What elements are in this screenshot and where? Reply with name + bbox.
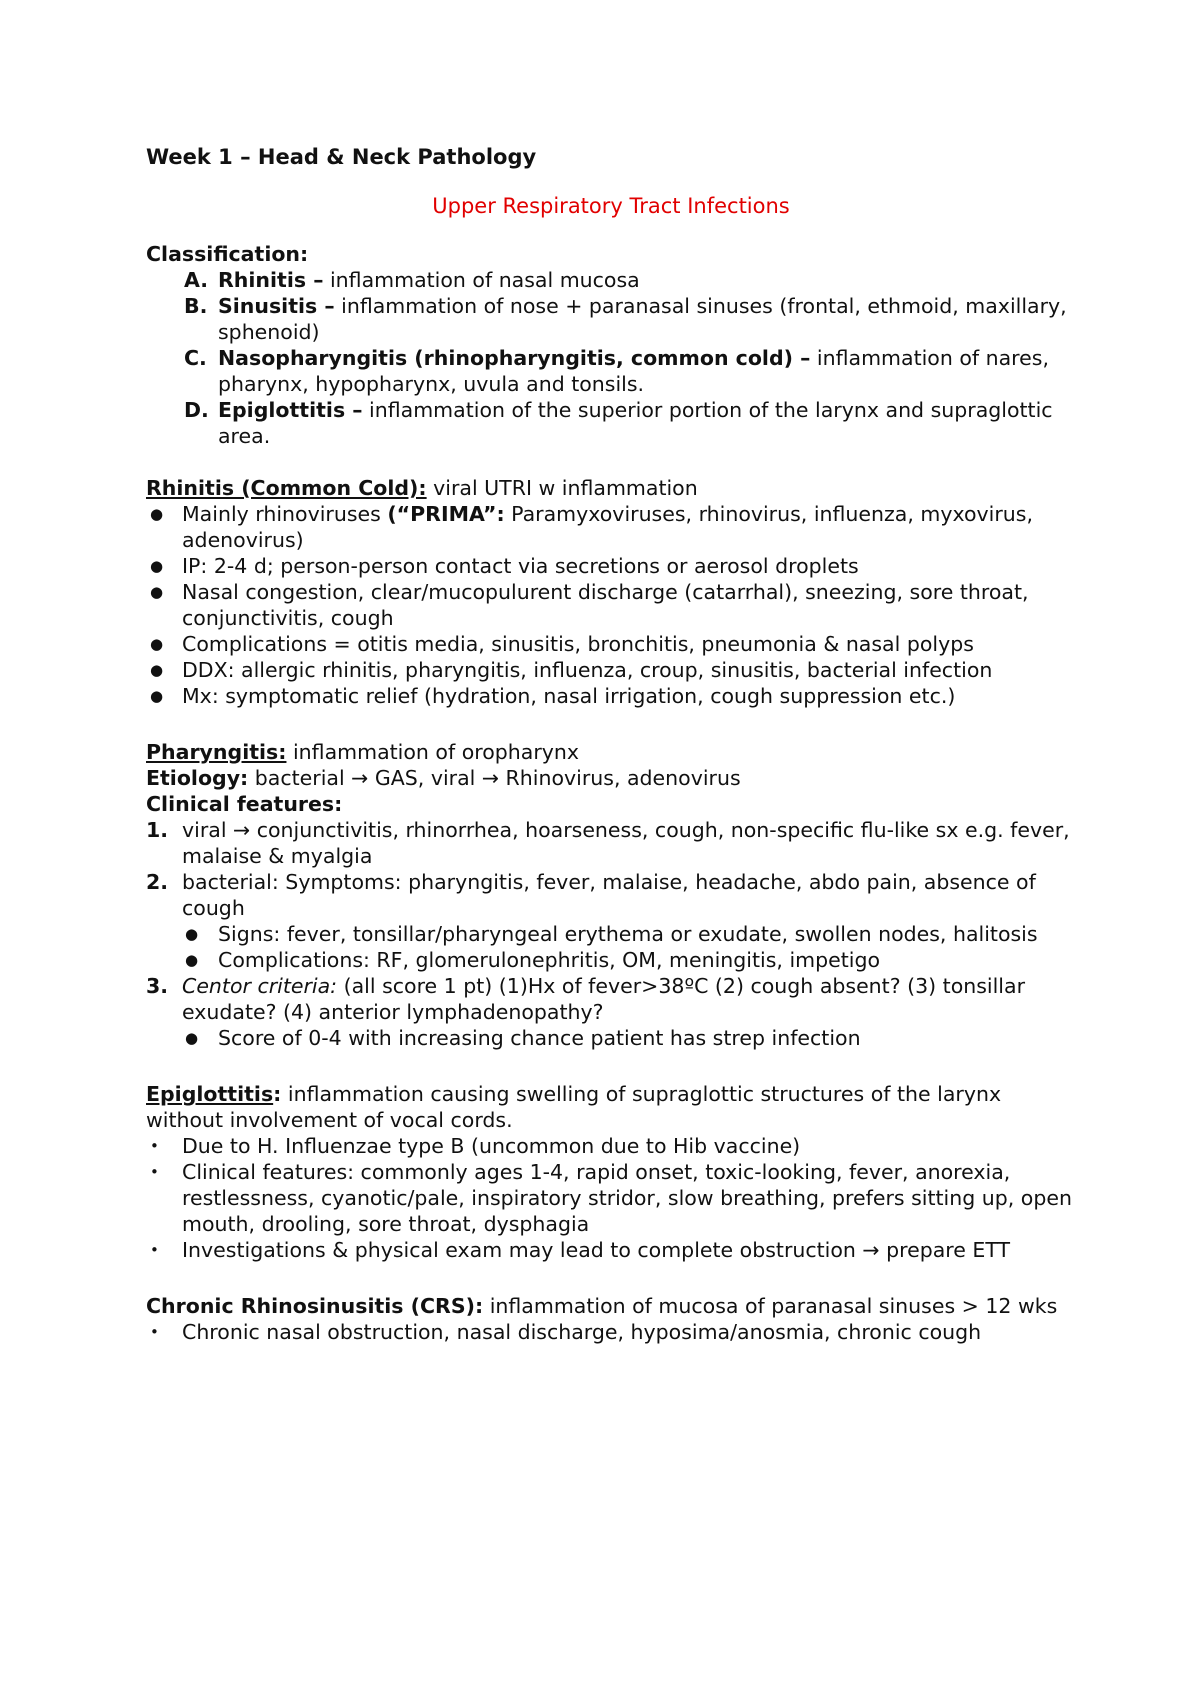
classification-section [146,241,1076,449]
list-item [146,267,1076,293]
list-item [146,869,1076,973]
pharyngitis-header [146,739,1076,765]
bullet-text: Mainly rhinoviruses [182,502,388,526]
bullet-icon: ● [185,951,199,969]
term-description: inflammation of nasal mucosa [323,268,640,292]
list-item [146,579,1076,631]
list-item [146,1237,1076,1263]
crs-description: inflammation of mucosa of paranasal sinuses > 12 wks [483,1294,1058,1318]
term: Rhinitis – [218,268,324,292]
list-marker: 2. [146,870,169,894]
list-item [146,397,1076,449]
bullet-icon: ● [150,635,164,653]
bullet-bold-text: (“PRIMA”: [387,502,505,526]
list-marker: B. [184,294,208,318]
term-description: inflammation of nares, pharynx, hypopharynx, uvula and tonsils. [218,346,1049,396]
bullet-text: Nasal congestion, clear/mucopulurent discharge (catarrhal), sneezing, sore throat, conjunctivitis, cough [182,580,1029,630]
centor-criteria-label: Centor criteria: [182,974,338,998]
epiglottitis-description: inflammation causing swelling of supraglottic structures of the larynx without involvement of vocal cords. [146,1082,1002,1132]
list-item [182,921,1076,947]
list-text: bacterial: Symptoms: pharyngitis, fever, malaise, headache, abdo pain, absence of cough [182,870,1036,920]
clinical-features-list [146,817,1076,1051]
document-title: Week 1 – Head & Neck Pathology [146,145,537,169]
list-item [182,1025,1076,1051]
list-item [146,1133,1076,1159]
list-text: viral → conjunctivitis, rhinorrhea, hoarseness, cough, non-specific flu-like sx e.g. fever, malaise & myalgia [182,818,1070,868]
bullet-text: IP: 2-4 d; person-person contact via secretions or aerosol droplets [182,554,859,578]
bullet-text: Complications: RF, glomerulonephritis, OM, meningitis, impetigo [218,948,881,972]
term-description: inflammation of the superior portion of the larynx and supraglottic area. [218,398,1053,448]
bullet-text: Investigations & physical exam may lead to complete obstruction → prepare ETT [182,1238,1011,1262]
epiglottitis-heading: Epiglottitis [146,1082,274,1106]
bullet-text: Chronic nasal obstruction, nasal discharge, hyposima/anosmia, chronic cough [182,1320,982,1344]
bullet-text: Score of 0-4 with increasing chance patient has strep infection [218,1026,861,1050]
section-title: Upper Respiratory Tract Infections [432,194,790,218]
term: Sinusitis – [218,294,335,318]
bullet-text: DDX: allergic rhinitis, pharyngitis, influenza, croup, sinusitis, bacterial infection [182,658,993,682]
epiglottitis-bullets [146,1133,1076,1263]
clinical-features-heading: Clinical features: [146,792,343,816]
list-text: (all score 1 pt) (1)Hx of fever>38ºC (2) cough absent? (3) tonsillar exudate? (4) anterior lymphadenopathy? [182,974,1025,1024]
sub-bullets [182,1025,1076,1051]
list-item [146,657,1076,683]
bullet-icon: ● [150,557,164,575]
rhinitis-description: viral UTRI w inflammation [426,476,698,500]
list-item [146,631,1076,657]
bullet-icon: ● [185,925,199,943]
bullet-text: Clinical features: commonly ages 1-4, rapid onset, toxic-looking, fever, anorexia, restlessness, cyanotic/pale, inspiratory stridor, slow breathing, prefers sitting up, open mouth, drooling, sore throat, dysphagia [182,1160,1072,1236]
bullet-icon: • [150,1137,159,1155]
etiology-line [146,765,1076,791]
crs-heading: Chronic Rhinosinusitis (CRS): [146,1294,484,1318]
bullet-icon: ● [150,583,164,601]
list-marker: D. [184,398,209,422]
list-item [146,973,1076,1051]
bullet-icon: • [150,1241,159,1259]
list-item [146,683,1076,709]
rhinitis-bullets [146,501,1076,709]
sub-bullets [182,921,1076,973]
crs-bullets [146,1319,1076,1345]
classification-heading: Classification: [146,242,309,266]
classification-list [146,267,1076,449]
pharyngitis-heading: Pharyngitis: [146,740,287,764]
crs-header [146,1293,1076,1319]
list-marker: C. [184,346,207,370]
rhinitis-header [146,475,1076,501]
list-item [182,947,1076,973]
epiglottitis-header [146,1081,1076,1133]
epiglottitis-colon: : [273,1082,282,1106]
bullet-text: Signs: fever, tonsillar/pharyngeal erythema or exudate, swollen nodes, halitosis [218,922,1038,946]
term-description: inflammation of nose + paranasal sinuses (frontal, ethmoid, maxillary, sphenoid) [218,294,1067,344]
list-marker: A. [184,268,209,292]
list-item [146,293,1076,345]
list-item [146,345,1076,397]
rhinitis-section [146,475,1076,709]
bullet-icon: • [150,1323,159,1341]
pharyngitis-description: inflammation of oropharynx [286,740,580,764]
term: Nasopharyngitis (rhinopharyngitis, common cold) – [218,346,811,370]
document-body [146,144,1076,1345]
rhinitis-heading: Rhinitis (Common Cold): [146,476,427,500]
pharyngitis-section [146,739,1076,1051]
bullet-text: Paramyxoviruses, rhinovirus, influenza, myxovirus, adenovirus) [182,502,1033,552]
list-marker: 1. [146,818,169,842]
etiology-text: bacterial → GAS, viral → Rhinovirus, adenovirus [248,766,741,790]
list-item [146,501,1076,553]
bullet-text: Mx: symptomatic relief (hydration, nasal irrigation, cough suppression etc.) [182,684,956,708]
bullet-text: Complications = otitis media, sinusitis, bronchitis, pneumonia & nasal polyps [182,632,974,656]
crs-section [146,1293,1076,1345]
bullet-icon: ● [150,505,164,523]
epiglottitis-section [146,1081,1076,1263]
list-item [146,1159,1076,1237]
term: Epiglottitis – [218,398,363,422]
bullet-icon: ● [150,661,164,679]
bullet-text: Due to H. Influenzae type B (uncommon due to Hib vaccine) [182,1134,801,1158]
list-item [146,553,1076,579]
list-item [146,1319,1076,1345]
list-item [146,817,1076,869]
etiology-label: Etiology: [146,766,249,790]
bullet-icon: ● [185,1029,199,1047]
bullet-icon: • [150,1163,159,1181]
bullet-icon: ● [150,687,164,705]
list-marker: 3. [146,974,169,998]
